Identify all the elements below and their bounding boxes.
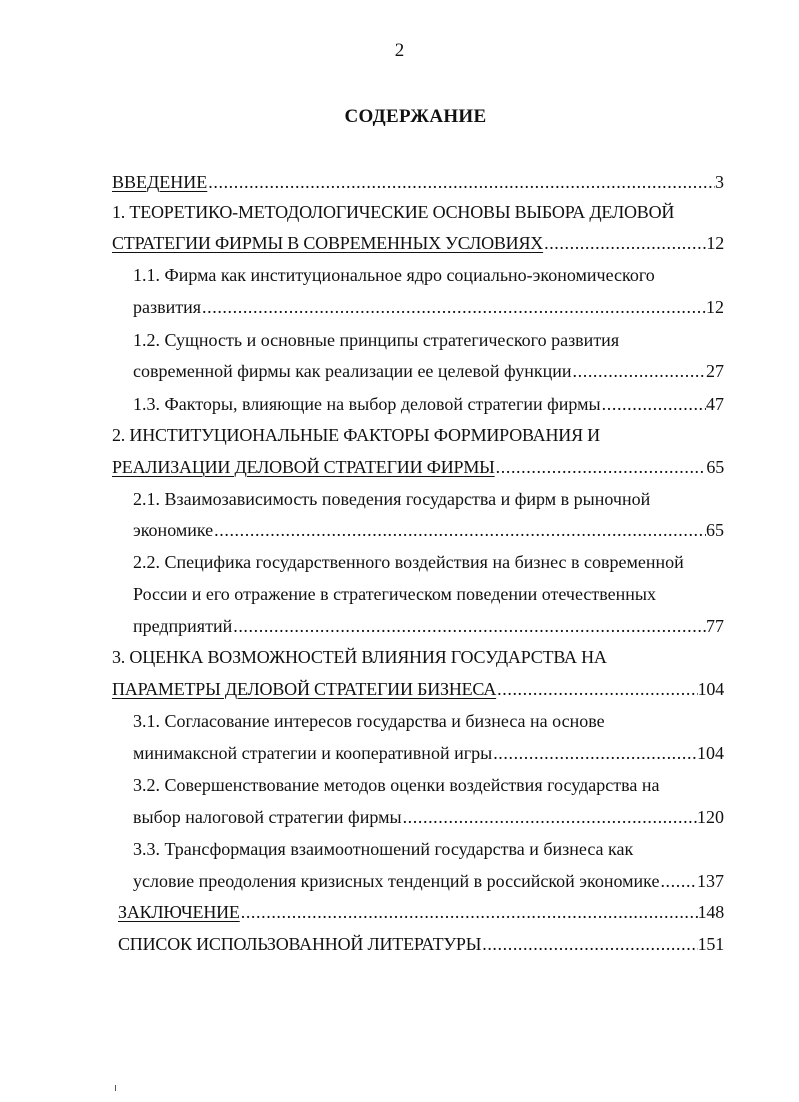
toc-section-2-2-line1[interactable]: 2.2. Специфика государственного воздействия на бизнес в современной [133, 552, 684, 572]
toc-section-2-2-line2[interactable]: России и его отражение в стратегическом поведении отечественных [133, 584, 657, 604]
toc-entry-text: условие преодоления кризисных тенденций в российской экономике [133, 871, 660, 891]
toc-section-3-2-line1[interactable]: 3.2. Совершенствование методов оценки воздействия государства на [133, 775, 660, 795]
dot-leader [496, 677, 697, 701]
toc-section-1-1-line1[interactable]: 1.1. Фирма как институциональное ядро социально-экономического [133, 265, 655, 285]
toc-section-1-3[interactable] [133, 392, 724, 416]
dot-leader [232, 614, 706, 638]
toc-page-number: 12 [706, 233, 724, 253]
toc-section-3-3-line1[interactable]: 3.3. Трансформация взаимоотношений государства и бизнеса как [133, 839, 634, 859]
toc-entry-conclusion[interactable] [118, 900, 724, 924]
dot-leader [240, 900, 698, 924]
toc-entry-text: СТРАТЕГИИ ФИРМЫ В СОВРЕМЕННЫХ УСЛОВИЯХ [112, 233, 544, 253]
toc-page-number: 137 [697, 871, 724, 891]
toc-entry-text: экономике [133, 520, 214, 540]
toc-chapter-1[interactable] [112, 231, 724, 255]
toc-entry-text: 1.3. Факторы, влияющие на выбор деловой стратегии фирмы [133, 394, 601, 414]
toc-section-2-1-line1[interactable]: 2.1. Взаимозависимость поведения государства и фирм в рыночной [133, 489, 651, 509]
dot-leader [495, 455, 707, 479]
dot-leader [659, 869, 697, 893]
toc-page-number: 104 [697, 679, 724, 699]
toc-section-3-1-line1[interactable]: 3.1. Согласование интересов государства и бизнеса на основе [133, 711, 605, 731]
dot-leader [207, 170, 715, 194]
toc-entry-text: современной фирмы как реализации ее целевой функции [133, 361, 572, 381]
dot-leader [201, 295, 706, 319]
toc-chapter-3[interactable] [112, 677, 724, 701]
dot-leader [492, 741, 697, 765]
toc-chapter-2[interactable] [112, 455, 724, 479]
toc-page-number: 148 [697, 902, 724, 922]
toc-section-1-2[interactable] [133, 359, 724, 383]
dot-leader [402, 805, 697, 829]
toc-section-3-1[interactable] [133, 741, 724, 765]
dot-leader [543, 231, 706, 255]
toc-page-number: 27 [706, 361, 724, 381]
toc-chapter-1-line1[interactable]: 1. ТЕОРЕТИКО-МЕТОДОЛОГИЧЕСКИЕ ОСНОВЫ ВЫБОРА ДЕЛОВОЙ [112, 202, 675, 222]
toc-section-3-2[interactable] [133, 805, 724, 829]
toc-page-number: 12 [706, 297, 724, 317]
toc-entry-text: ВВЕДЕНИЕ [112, 172, 208, 192]
toc-page-number: 47 [706, 394, 724, 414]
dot-leader [481, 932, 697, 956]
toc-section-2-2[interactable] [133, 614, 724, 638]
toc-section-2-1[interactable] [133, 518, 724, 542]
dot-leader [213, 518, 706, 542]
dot-leader [572, 359, 706, 383]
toc-page-number: 65 [706, 520, 724, 540]
toc-section-1-1[interactable] [133, 295, 724, 319]
toc-entry-text: минимаксной стратегии и кооперативной игры [133, 743, 493, 763]
toc-entry-text: РЕАЛИЗАЦИИ ДЕЛОВОЙ СТРАТЕГИИ ФИРМЫ [112, 457, 495, 477]
toc-section-3-3[interactable] [133, 869, 724, 893]
toc-entry-introduction[interactable] [112, 170, 724, 194]
toc-page-number: 151 [697, 934, 724, 954]
toc-page-number: 104 [697, 743, 724, 763]
toc-page-number: 120 [697, 807, 724, 827]
dot-leader [601, 392, 706, 416]
toc-chapter-3-line1[interactable]: 3. ОЦЕНКА ВОЗМОЖНОСТЕЙ ВЛИЯНИЯ ГОСУДАРСТВА НА [112, 647, 607, 667]
toc-chapter-2-line1[interactable]: 2. ИНСТИТУЦИОНАЛЬНЫЕ ФАКТОРЫ ФОРМИРОВАНИЯ И [112, 425, 600, 445]
toc-page-number: 65 [706, 457, 724, 477]
scan-mark [115, 1085, 116, 1091]
toc-entry-text: предприятий [133, 616, 233, 636]
toc-page-number: 3 [715, 172, 724, 192]
toc-page-number: 77 [706, 616, 724, 636]
toc-title: СОДЕРЖАНИЕ [344, 106, 487, 127]
toc-entry-text: развития [133, 297, 202, 317]
toc-entry-text: СПИСОК ИСПОЛЬЗОВАННОЙ ЛИТЕРАТУРЫ [118, 934, 482, 954]
toc-entry-text: ПАРАМЕТРЫ ДЕЛОВОЙ СТРАТЕГИИ БИЗНЕСА [112, 679, 497, 699]
toc-entry-references[interactable] [118, 932, 724, 956]
toc-section-1-2-line1[interactable]: 1.2. Сущность и основные принципы стратегического развития [133, 330, 620, 350]
page-number: 2 [394, 40, 405, 61]
toc-entry-text: ЗАКЛЮЧЕНИЕ [118, 902, 240, 922]
toc-entry-text: выбор налоговой стратегии фирмы [133, 807, 402, 827]
